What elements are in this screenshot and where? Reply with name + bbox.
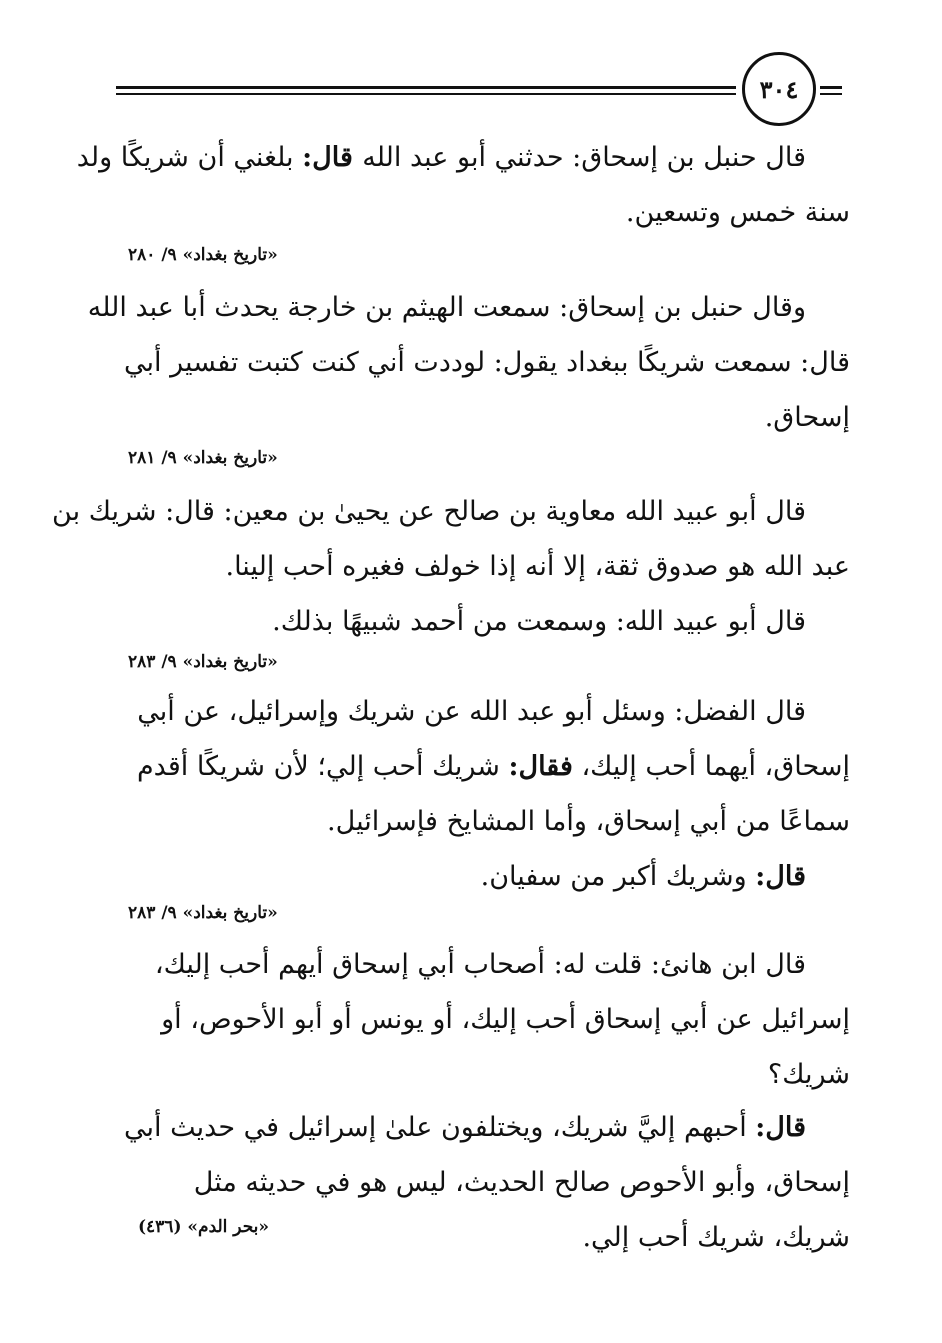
- paragraph-6: [122, 1100, 850, 1265]
- paragraph-5: [122, 937, 850, 1102]
- speaker-keyword: قال:: [755, 1112, 806, 1143]
- text-line: قال أبو عبيد الله: وسمعت من أحمد شبيهًا بذلك.: [272, 606, 806, 637]
- paragraph-2: [87, 280, 850, 445]
- text-line: قال ابن هانئ: قلت له: أصحاب أبي إسحاق أيهم أحب إليك،: [154, 949, 806, 980]
- header-rule-right-thin: [820, 93, 842, 95]
- text-line: قال حنبل بن إسحاق: حدثني أبو عبد الله قال: بلغني أن شريكًا ولد: [76, 142, 806, 173]
- text-line: شريك، شريك أحب إلي.: [582, 1222, 850, 1253]
- text-line: وقال حنبل بن إسحاق: سمعت الهيثم بن خارجة يحدث أبا عبد الله: [87, 292, 806, 323]
- text-line: إسحاق، وأبو الأحوص صالح الحديث، ليس هو في حديثه مثل: [193, 1167, 850, 1198]
- text-line: إسحاق.: [764, 402, 850, 433]
- text-line: إسحاق، أيهما أحب إليك، فقال: شريك أحب إلي؛ لأن شريكًا أقدم: [136, 751, 850, 782]
- speaker-keyword: قال:: [302, 142, 363, 173]
- citation: «تاريخ بغداد» ٩/ ٢٨١: [128, 448, 278, 468]
- header-rule-thin: [116, 93, 736, 95]
- paragraph-3: [52, 484, 850, 649]
- text-line: قال أبو عبيد الله معاوية بن صالح عن يحيىٰ بن معين: قال: شريك بن: [52, 496, 806, 527]
- text-line: قال: أحبهم إليَّ شريك، ويختلفون علىٰ إسرائيل في حديث أبي: [124, 1112, 806, 1143]
- paragraph-1: [76, 130, 850, 240]
- citation: «تاريخ بغداد» ٩/ ٢٨٣: [128, 652, 278, 672]
- paragraph-4: [122, 684, 850, 904]
- footer-citation: «بحر الدم» (٤٣٦): [138, 1217, 270, 1237]
- text-line: قال الفضل: وسئل أبو عبد الله عن شريك وإسرائيل، عن أبي: [137, 696, 806, 727]
- text-line: قال: وشريك أكبر من سفيان.: [480, 861, 806, 892]
- header-rule-right: [820, 86, 842, 89]
- text-line: إسرائيل عن أبي إسحاق أحب إليك، أو يونس أو أبو الأحوص، أو: [161, 1004, 850, 1035]
- speaker-keyword: قال:: [755, 861, 806, 892]
- page-number-badge: [742, 52, 816, 126]
- text-line: قال: سمعت شريكًا ببغداد يقول: لوددت أني كنت كتبت تفسير أبي: [124, 347, 850, 378]
- text-line: سماعًا من أبي إسحاق، وأما المشايخ فإسرائيل.: [327, 806, 850, 837]
- text-line: شريك؟: [767, 1059, 850, 1090]
- text-line: سنة خمس وتسعين.: [625, 197, 850, 228]
- speaker-keyword: فقال:: [508, 751, 573, 782]
- text-line: عبد الله هو صدوق ثقة، إلا أنه إذا خولف فغيره أحب إلينا.: [225, 551, 850, 582]
- header-rule: [116, 86, 736, 89]
- citation: «تاريخ بغداد» ٩/ ٢٨٣: [128, 903, 278, 923]
- page-number: ٣٠٤: [759, 74, 799, 104]
- citation: «تاريخ بغداد» ٩/ ٢٨٠: [128, 245, 278, 265]
